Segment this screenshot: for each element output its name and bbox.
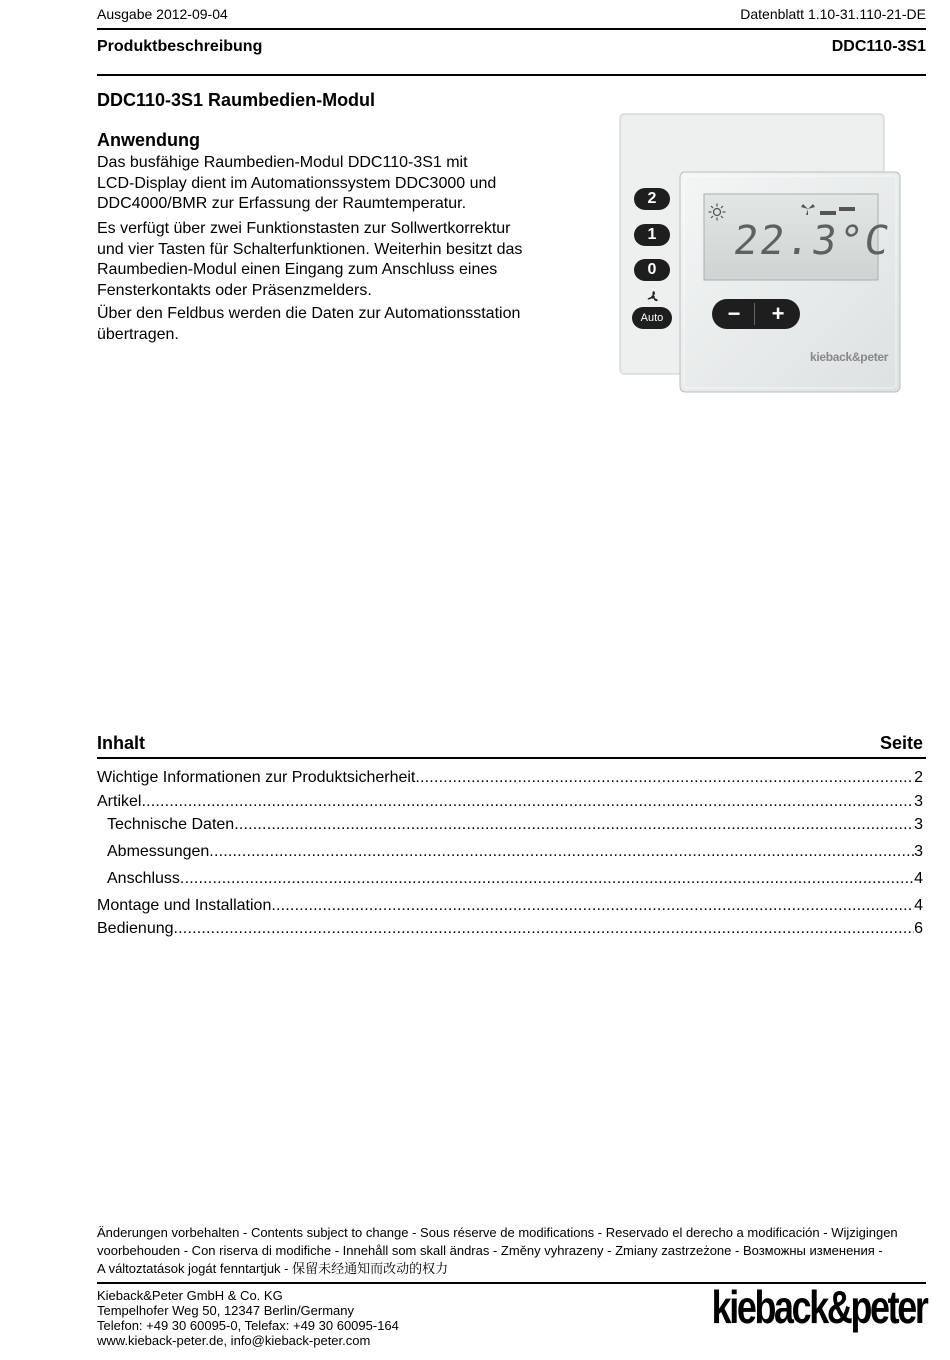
toc-item-label: Anschluss xyxy=(107,870,180,887)
toc-leader xyxy=(234,815,914,835)
company-web[interactable]: www.kieback-peter.de, info@kieback-peter.com xyxy=(97,1333,371,1348)
text-line: DDC4000/BMR zur Erfassung der Raumtemperatur. xyxy=(97,195,467,212)
text-line: Über den Feldbus werden die Daten zur Automationsstation xyxy=(97,305,521,322)
toc-item[interactable] xyxy=(97,919,923,939)
text-line: Es verfügt über zwei Funktionstasten zur Sollwertkorrektur xyxy=(97,220,511,237)
application-paragraph-1 xyxy=(97,153,577,215)
toc-item[interactable] xyxy=(97,768,923,788)
product-code: DDC110-3S1 xyxy=(831,38,926,55)
toc-item-page: 4 xyxy=(914,870,923,887)
plus-button[interactable]: + xyxy=(771,301,785,326)
application-paragraph-3 xyxy=(97,304,577,345)
toc-item-label: Wichtige Informationen zur Produktsicherheit xyxy=(97,769,416,786)
toc-leader xyxy=(174,919,915,939)
toc-item-page: 4 xyxy=(914,897,923,914)
toc-item[interactable] xyxy=(97,869,923,889)
toc-item-page: 2 xyxy=(914,769,923,786)
section-label: Produktbeschreibung xyxy=(97,38,263,55)
toc-leader xyxy=(180,869,914,889)
toc-item-label: Montage und Installation xyxy=(97,897,272,914)
toc-item-label: Technische Daten xyxy=(107,816,235,833)
company-info xyxy=(97,1288,399,1348)
toc-item[interactable] xyxy=(97,815,923,835)
company-phone: Telefon: +49 30 60095-0, Telefax: +49 30 60095-164 xyxy=(97,1318,399,1333)
disclaimer-line: Änderungen vorbehalten - Contents subject to change - Sous réserve de modifications - Reservado el derecho a modificación - Wijzigingen xyxy=(97,1225,898,1240)
text-line: und vier Tasten für Schalterfunktionen. Weiterhin besitzt das xyxy=(97,240,523,258)
disclaimer xyxy=(97,1224,926,1278)
toc-item-page: 6 xyxy=(914,920,923,937)
header-rule-bottom xyxy=(97,74,926,76)
rocker-divider xyxy=(754,303,755,325)
minus-button[interactable]: − xyxy=(727,301,741,326)
toc-heading: Inhalt xyxy=(97,733,145,753)
toc-item-label: Abmessungen xyxy=(107,843,210,860)
disclaimer-line: voorbehouden - Con riserva di modifiche - Innehåll som skall ändras - Změny vyhrazeny - Zmiany zastrzeżone - Возможны изменения - xyxy=(97,1243,883,1258)
toc-item-page: 3 xyxy=(914,793,923,810)
button-1[interactable]: 1 xyxy=(634,224,670,246)
toc-item[interactable] xyxy=(97,896,923,916)
issue-date: Ausgabe 2012-09-04 xyxy=(97,6,228,22)
text-line: LCD-Display dient im Automationssystem DDC3000 und xyxy=(97,174,497,192)
toc-leader xyxy=(271,896,914,916)
company-address: Tempelhofer Weg 50, 12347 Berlin/Germany xyxy=(97,1303,355,1318)
temperature-display: 22.3°C xyxy=(730,218,894,264)
button-2[interactable]: 2 xyxy=(634,188,670,210)
text-line: Das busfähige Raumbedien-Modul DDC110-3S1 mit xyxy=(97,154,468,171)
datasheet-number: Datenblatt 1.10-31.110-21-DE xyxy=(740,6,926,22)
application-paragraph-2 xyxy=(97,219,577,301)
sun-icon xyxy=(708,203,726,221)
header-rule-top xyxy=(97,28,926,30)
toc-item-label: Artikel xyxy=(97,793,142,810)
toc-leader xyxy=(209,842,914,862)
fan-icon xyxy=(800,202,816,216)
toc-rule xyxy=(97,757,926,759)
device-photo xyxy=(610,108,910,400)
bars-icon xyxy=(820,204,856,216)
application-heading: Anwendung xyxy=(97,130,200,150)
button-0[interactable]: 0 xyxy=(634,259,670,281)
text-line: übertragen. xyxy=(97,325,179,343)
button-auto[interactable]: Auto xyxy=(632,307,672,329)
page-title: DDC110-3S1 Raumbedien-Modul xyxy=(97,90,376,110)
toc-item[interactable] xyxy=(97,842,923,862)
device-brand-label: kieback&peter xyxy=(810,350,889,364)
fan-symbol-icon xyxy=(642,288,664,306)
toc-leader xyxy=(415,768,914,788)
text-line: Raumbedien-Modul einen Eingang zum Anschluss eines xyxy=(97,261,498,278)
toc-item[interactable] xyxy=(97,792,923,812)
toc-page-heading: Seite xyxy=(879,733,923,753)
toc-item-label: Bedienung xyxy=(97,920,174,937)
toc-item-page: 3 xyxy=(914,843,923,860)
disclaimer-line: A változtatások jogát fenntartjuk - 保留未经通知而改动的权力 xyxy=(97,1261,449,1276)
text-line: Fensterkontakts oder Präsenzmelders. xyxy=(97,281,372,299)
company-logo: kieback&peter xyxy=(711,1281,926,1333)
toc-item-page: 3 xyxy=(914,816,923,833)
toc-leader xyxy=(141,792,914,812)
company-name: Kieback&Peter GmbH & Co. KG xyxy=(97,1288,283,1303)
